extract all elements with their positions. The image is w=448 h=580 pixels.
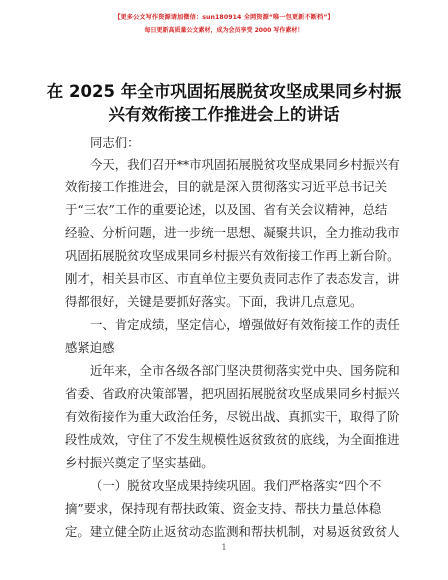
promo-banner-line-2: 每日更新高质量公文素材，成为会员享受 2000 写作素材！ bbox=[144, 27, 304, 34]
body-line: 效衔接工作推进会，目的就是深入贯彻落实习近平总书记关 bbox=[65, 179, 388, 194]
document-title-line-1: 在 2025 年全市巩固拓展脱贫攻坚成果同乡村振 bbox=[46, 82, 402, 101]
body-line: 得都很好，关键是要抓好落实。下面，我讲几点意见。 bbox=[65, 294, 363, 309]
section-heading-line: 感紧迫感 bbox=[65, 340, 115, 355]
body-line: 今天，我们召开**市巩固拓展脱贫攻坚成果同乡村振兴有 bbox=[90, 157, 400, 172]
body-line: 刚才，相关县市区、市直单位主要负责同志作了表态发言，讲 bbox=[65, 271, 400, 286]
promo-banner-line-1: 【更多公文写作资源请加微信：sun180914 全网资源“唯一包更新不断档”】 bbox=[114, 14, 334, 21]
body-line: （一）脱贫攻坚成果持续巩固。我们严格落实“四个不 bbox=[90, 478, 382, 493]
body-line: 巩固拓展脱贫攻坚成果同乡村振兴有效衔接工作再上新台阶。 bbox=[65, 248, 400, 263]
section-heading-line: 一、肯定成绩，坚定信心，增强做好有效衔接工作的责任 bbox=[90, 317, 400, 332]
page-number: 1 bbox=[221, 543, 227, 552]
body-line: 于“三农”工作的重要论述，以及国、省有关会议精神，总结 bbox=[65, 202, 388, 217]
body-line: 省委、省政府决策部署，把巩固拓展脱贫攻坚成果同乡村振兴 bbox=[65, 386, 400, 401]
greeting: 同志们： bbox=[90, 135, 140, 150]
body-line: 近年来，全市各级各部门坚决贯彻落实党中央、国务院和 bbox=[90, 363, 400, 378]
body-line: 有效衔接作为重大政治任务，尽锐出战、真抓实干，取得了阶 bbox=[65, 409, 400, 424]
body-line: 乡村振兴奠定了坚实基础。 bbox=[65, 455, 214, 470]
body-line: 经验、分析问题，进一步统一思想、凝聚共识，全力推动我市 bbox=[65, 225, 400, 240]
body-line: 定。建立健全防止返贫动态监测和帮扶机制，对易返贫致贫人 bbox=[65, 524, 400, 539]
body-line: 段性成效，守住了不发生规模性返贫致贫的底线，为全面推进 bbox=[65, 432, 400, 447]
document-title-line-2: 兴有效衔接工作推进会上的讲话 bbox=[108, 105, 340, 124]
body-line: 摘”要求，保持现有帮扶政策、资金支持、帮扶力量总体稳 bbox=[65, 501, 382, 516]
